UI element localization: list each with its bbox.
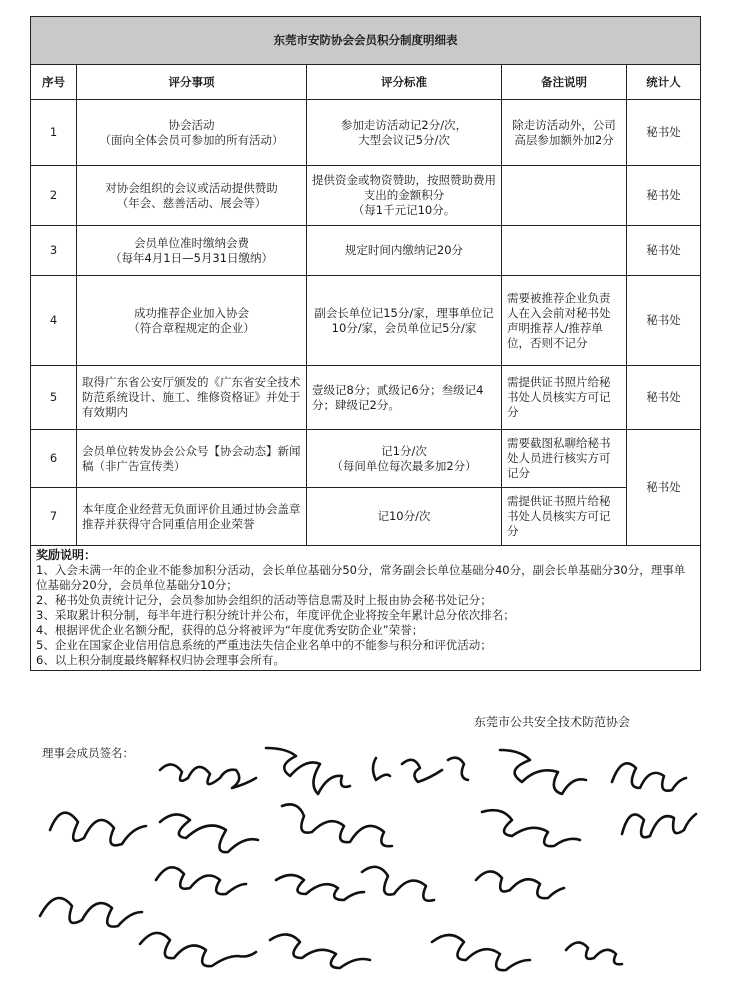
row-counter: 秘书处 <box>627 430 701 546</box>
row-remarks: 需提供证书照片给秘书处人员核实方可记分 <box>502 488 627 546</box>
row-no: 3 <box>31 226 77 276</box>
score-sheet <box>30 16 700 671</box>
row-item: 取得广东省公安厅颁发的《广东省安全技术防范系统设计、施工、维修资格证》并处于有效期内 <box>77 366 307 430</box>
row-standard: 记1分/次 （每间单位每次最多加2分） <box>307 430 502 488</box>
row-item: 协会活动 （面向全体会员可参加的所有活动） <box>77 100 307 166</box>
handwritten-signature <box>276 875 364 900</box>
row-standard: 规定时间内缴纳记20分 <box>307 226 502 276</box>
row-counter: 秘书处 <box>627 100 701 166</box>
handwritten-signature <box>140 933 256 966</box>
row-no: 4 <box>31 276 77 366</box>
row-item: 本年度企业经营无负面评价且通过协会盖章推荐并获得守合同重信用企业荣誉 <box>77 488 307 546</box>
handwritten-signature <box>566 942 622 964</box>
note-item: 3、采取累计积分制，每半年进行积分统计并公布，年度评优企业将按全年累计总分依次排名； <box>36 608 515 622</box>
notes-title: 奖励说明： <box>36 548 97 562</box>
header-remarks: 备注说明 <box>502 65 627 100</box>
table-row <box>31 488 701 546</box>
handwritten-signature <box>476 871 564 898</box>
handwritten-signature <box>622 814 696 837</box>
row-no: 1 <box>31 100 77 166</box>
table-row <box>31 276 701 366</box>
score-table <box>30 16 701 671</box>
row-standard: 壹级记8分；贰级记6分；叁级记4分；肆级记2分。 <box>307 366 502 430</box>
row-standard: 提供资金或物资赞助，按照赞助费用支出的金额积分 （每1千元记10分。 <box>307 166 502 226</box>
header-row <box>31 65 701 100</box>
handwritten-signature <box>432 935 530 970</box>
row-item: 会员单位准时缴纳会费 （每年4月1日—5月31日缴纳） <box>77 226 307 276</box>
row-item: 对协会组织的会议或活动提供赞助 （年会、慈善活动、展会等） <box>77 166 307 226</box>
row-no: 6 <box>31 430 77 488</box>
note-item: 5、企业在国家企业信用信息系统的严重违法失信企业名单中的不能参与积分和评优活动； <box>36 638 492 652</box>
table-row <box>31 166 701 226</box>
handwritten-signature <box>282 804 392 846</box>
note-item: 1、入会未满一年的企业不能参加积分活动，会长单位基础分50分，常务副会长单位基础分40分，副会长单基础分30分，理事单位基础分20分，会员单位基础分10分； <box>36 563 686 592</box>
row-item: 会员单位转发协会公众号【协会动态】新闻稿（非广告宣传类） <box>77 430 307 488</box>
handwritten-signature <box>482 810 580 846</box>
handwritten-signature <box>156 867 246 894</box>
handwritten-signature <box>266 748 350 794</box>
handwritten-signature <box>50 813 146 846</box>
row-counter: 秘书处 <box>627 166 701 226</box>
signature-area <box>0 730 730 1000</box>
note-item: 6、以上积分制度最终解释权归协会理事会所有。 <box>36 653 285 667</box>
organization-name: 东莞市公共安全技术防范协会 <box>474 715 631 729</box>
notes-section <box>31 546 701 671</box>
handwritten-signature <box>160 764 256 788</box>
table-row <box>31 430 701 488</box>
handwritten-signature <box>612 763 686 790</box>
row-counter: 秘书处 <box>627 366 701 430</box>
table-row <box>31 226 701 276</box>
row-standard: 副会长单位记15分/家，理事单位记10分/家，会员单位记5分/家 <box>307 276 502 366</box>
note-item: 4、根据评优企业名额分配，获得的总分将被评为“年度优秀安防企业”荣誉； <box>36 623 424 637</box>
header-counter: 统计人 <box>627 65 701 100</box>
table-title: 东莞市安防协会会员积分制度明细表 <box>31 17 701 65</box>
header-no: 序号 <box>31 65 77 100</box>
handwritten-signature <box>40 898 142 927</box>
row-counter: 秘书处 <box>627 276 701 366</box>
row-remarks: 需要截图私聊给秘书处人员进行核实方可记分 <box>502 430 627 488</box>
handwritten-signature <box>160 814 258 852</box>
handwritten-signature <box>500 750 586 794</box>
row-no: 2 <box>31 166 77 226</box>
row-remarks: 除走访活动外，公司高层参加额外加2分 <box>502 100 627 166</box>
row-remarks: 需提供证书照片给秘书处人员核实方可记分 <box>502 366 627 430</box>
row-no: 7 <box>31 488 77 546</box>
handwritten-signature <box>362 867 434 901</box>
table-row <box>31 366 701 430</box>
row-standard: 参加走访活动记2分/次， 大型会议记5分/次 <box>307 100 502 166</box>
row-remarks <box>502 226 627 276</box>
handwritten-signature <box>373 758 468 782</box>
row-counter: 秘书处 <box>627 226 701 276</box>
signature-label: 理事会成员签名： <box>42 746 134 760</box>
note-item: 2、秘书处负责统计记分，会员参加协会组织的活动等信息需及时上报由协会秘书处记分； <box>36 593 492 607</box>
table-row <box>31 100 701 166</box>
row-standard: 记10分/次 <box>307 488 502 546</box>
row-remarks <box>502 166 627 226</box>
row-remarks: 需要被推荐企业负责人在入会前对秘书处声明推荐人/推荐单位，否则不记分 <box>502 276 627 366</box>
header-item: 评分事项 <box>77 65 307 100</box>
header-standard: 评分标准 <box>307 65 502 100</box>
row-no: 5 <box>31 366 77 430</box>
handwritten-signature <box>270 934 370 968</box>
row-item: 成功推荐企业加入协会 （符合章程规定的企业） <box>77 276 307 366</box>
